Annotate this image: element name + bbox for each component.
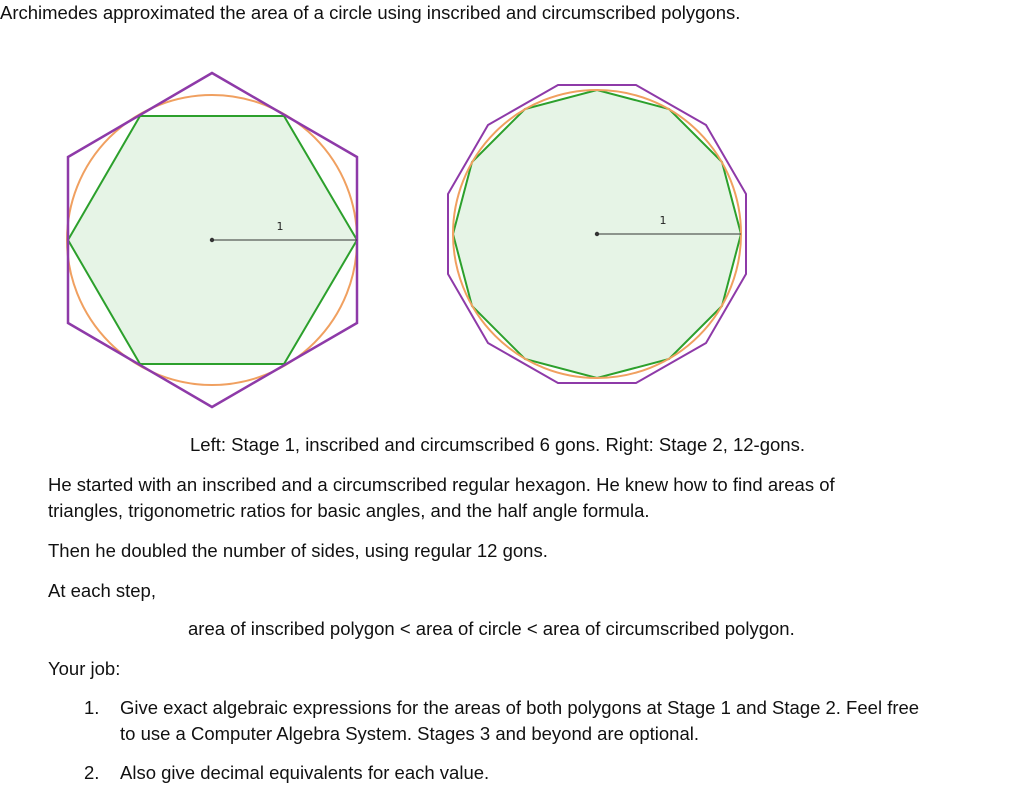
- task2-line1: Also give decimal equivalents for each value.: [120, 762, 490, 783]
- figure-caption: Left: Stage 1, inscribed and circumscribed 6 gons. Right: Stage 2, 12-gons.: [190, 434, 805, 455]
- stage2-diagram: [448, 85, 746, 383]
- paragraph3: At each step,: [48, 580, 156, 601]
- paragraph1-line2: triangles, trigonometric ratios for basic angles, and the half angle formula.: [48, 500, 650, 521]
- stage2-center-point: [595, 232, 599, 236]
- stage1-diagram: [67, 73, 357, 407]
- paragraph1-line1: He started with an inscribed and a circumscribed regular hexagon. He knew how to find areas of: [48, 474, 835, 495]
- intro-text: Archimedes approximated the area of a circle using inscribed and circumscribed polygons.: [0, 2, 741, 23]
- task2-number: 2.: [84, 762, 100, 783]
- job-heading: Your job:: [48, 658, 121, 679]
- task1-line1: Give exact algebraic expressions for the areas of both polygons at Stage 1 and Stage 2. Feel free: [120, 697, 920, 718]
- inequality-statement: area of inscribed polygon < area of circle < area of circumscribed polygon.: [188, 618, 795, 639]
- paragraph2: Then he doubled the number of sides, using regular 12 gons.: [48, 540, 548, 561]
- stage1-radius-label: 1: [276, 220, 284, 233]
- polygon-figure: [0, 60, 1024, 420]
- stage2-radius-label: 1: [659, 214, 667, 227]
- task1-line2: to use a Computer Algebra System. Stages 3 and beyond are optional.: [120, 723, 700, 744]
- task1-number: 1.: [84, 697, 100, 718]
- stage1-center-point: [210, 238, 214, 242]
